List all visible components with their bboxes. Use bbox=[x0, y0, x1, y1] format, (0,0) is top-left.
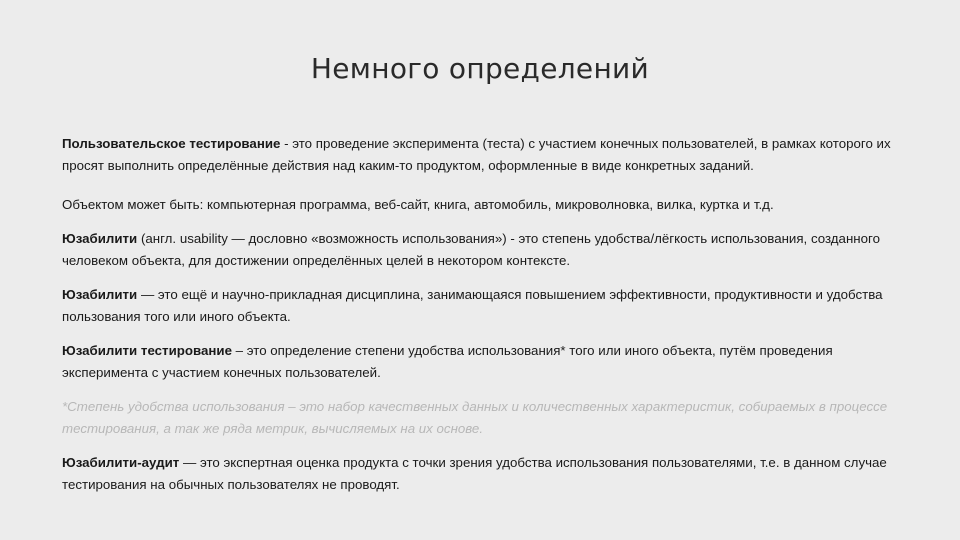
footnote bbox=[62, 396, 920, 440]
footnote-text: *Степень удобства использования – это набор качественных данных и количественных характеристик, собираемых в процессе тестирования, а так же ряда метрик, вычисляемых на их основе. bbox=[62, 399, 888, 436]
term-usability-testing: Юзабилити тестирование bbox=[62, 343, 232, 358]
definition-text: (англ. usability — дословно «возможность использования») - это степень удобства/лёгкость использования, созданного человеком объекта, для достижении определённых целей в некотором контексте. bbox=[62, 231, 880, 268]
definition-text: – это определение степени удобства использования* того или иного объекта, путём проведения эксперимента с участием конечных пользователей. bbox=[62, 343, 833, 380]
definition-usability bbox=[62, 228, 920, 272]
term-usability: Юзабилити bbox=[62, 231, 138, 246]
objects-list bbox=[62, 194, 920, 216]
definition-text: — это экспертная оценка продукта с точки зрения удобства использования пользователями, т.е. в данном случае тестирования на обычных пользователях не проводят. bbox=[62, 455, 887, 492]
objects-text: Объектом может быть: компьютерная программа, веб-сайт, книга, автомобиль, микроволновка, вилка, куртка и т.д. bbox=[62, 197, 774, 212]
term-usability: Юзабилити bbox=[62, 287, 138, 302]
definition-usability-testing bbox=[62, 340, 920, 384]
term-usability-audit: Юзабилити-аудит bbox=[62, 455, 180, 470]
definition-text: - это проведение эксперимента (теста) с участием конечных пользователей, в рамках которого их просят выполнить определённые действия над каким-то продуктом, оформленные в виде конкретных заданий. bbox=[62, 136, 891, 173]
term-user-testing: Пользовательское тестирование bbox=[62, 136, 281, 151]
definition-user-testing bbox=[62, 133, 920, 177]
definitions-body bbox=[62, 133, 920, 496]
definition-usability-discipline bbox=[62, 284, 920, 328]
definition-text: — это ещё и научно-прикладная дисциплина, занимающаяся повышением эффективности, продуктивности и удобства пользования того или иного объекта. bbox=[62, 287, 883, 324]
definition-usability-audit bbox=[62, 452, 920, 496]
slide-title: Немного определений bbox=[310, 52, 650, 85]
